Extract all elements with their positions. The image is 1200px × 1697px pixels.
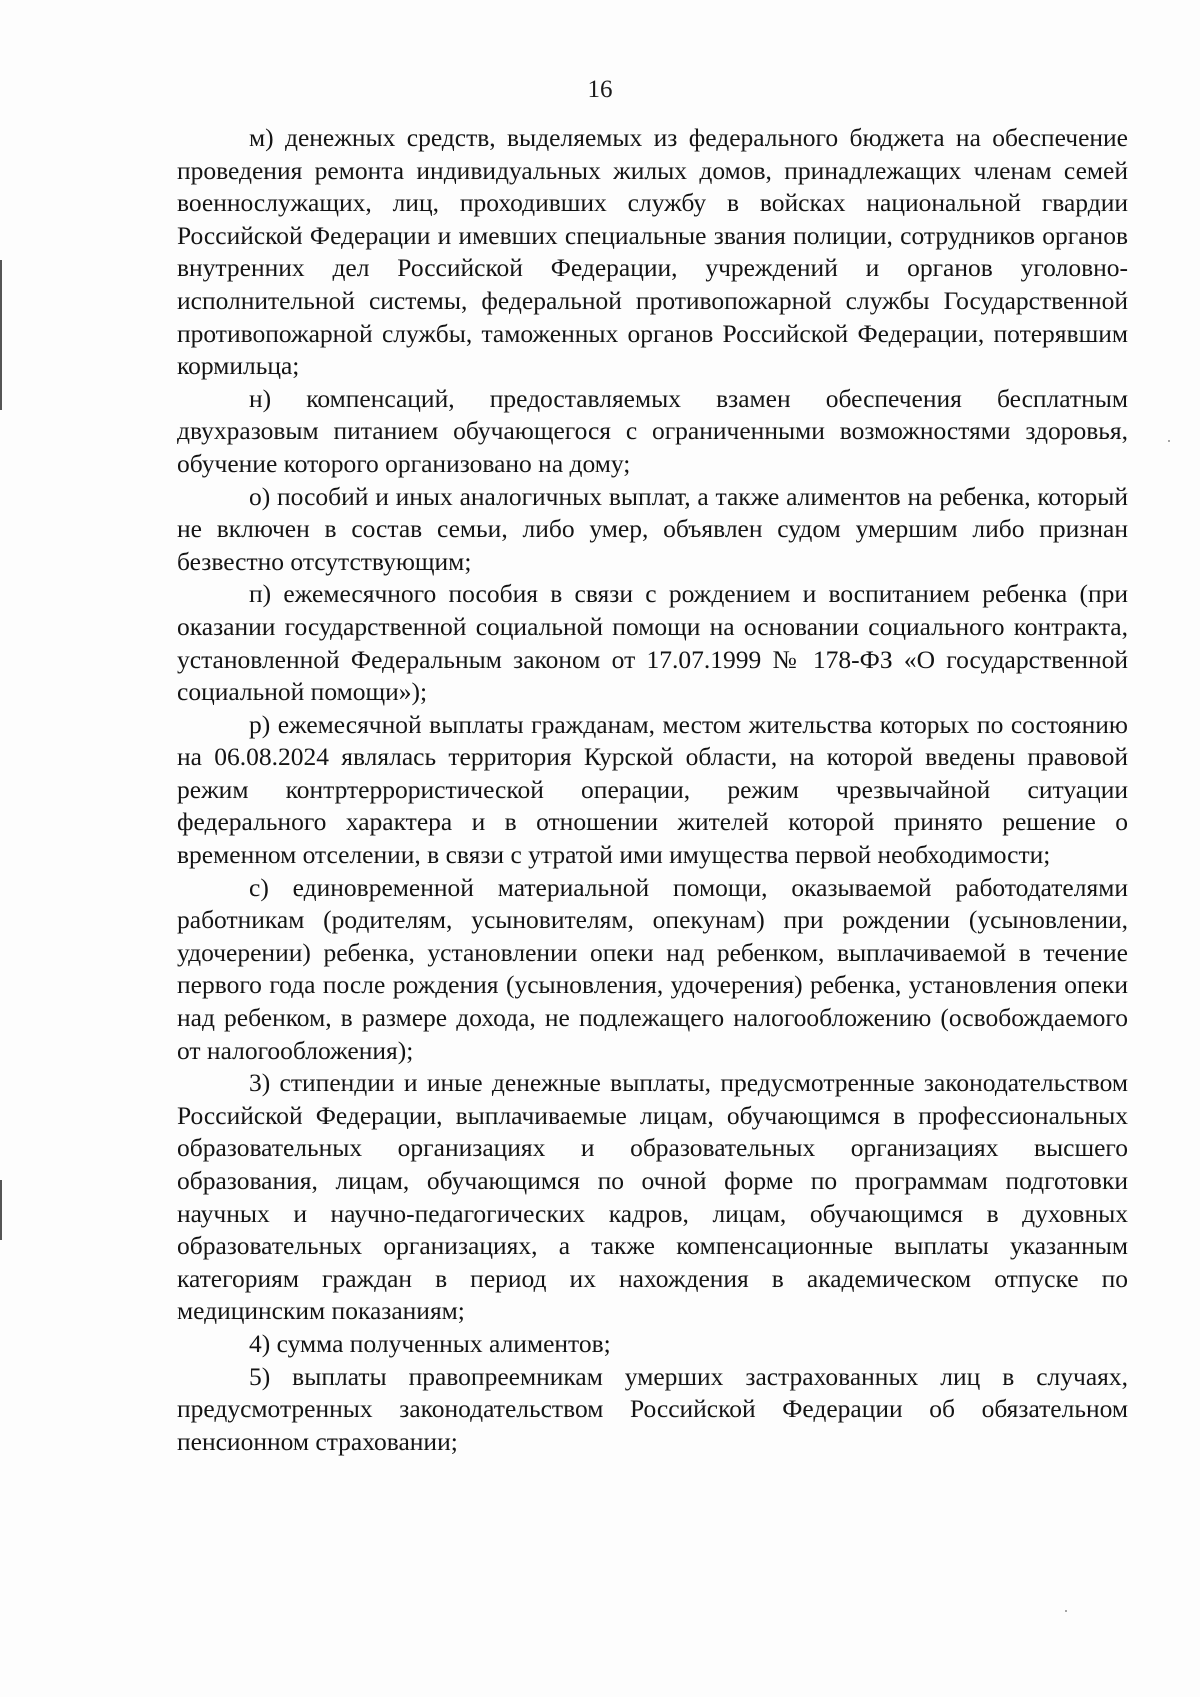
paragraph-o: о) пособий и иных аналогичных выплат, а также алиментов на ребенка, который не включен в состав семьи, либо умер, объявлен судом умершим либо признан безвестно отсутствующим; [177, 481, 1128, 576]
paragraph-r: р) ежемесячной выплаты гражданам, местом жительства которых по состоянию на 06.08.2024 являлась территория Курской области, на которой введены правовой режим контртеррористической операции, режим чрезвычайной ситуации федерального характера и в отношении жителей которой принято решение о временном отселении, в связи с утратой ими имущества первой необходимости; [177, 709, 1128, 870]
paragraph-p: п) ежемесячного пособия в связи с рождением и воспитанием ребенка (при оказании государственной социальной помощи на основании социального контракта, установленной Федеральным законом от 17.07.1999 № 178-ФЗ «О государственной социальной помощи»); [177, 579, 1128, 707]
paragraph-5: 5) выплаты правопреемникам умерших застрахованных лиц в случаях, предусмотренных законодательством Российской Федерации об обязательном пенсионном страховании; [177, 1361, 1128, 1456]
paragraph-4: 4) сумма полученных алиментов; [249, 1328, 611, 1358]
paragraph-3: 3) стипендии и иные денежные выплаты, предусмотренные законодательством Российской Федерации, выплачиваемые лицам, обучающимся в профессиональных образовательных организациях и образовательных организациях высшего образования, лицам, обучающимся по очной форме по программам подготовки научных и научно-педагогических кадров, лицам, обучающимся в духовных образовательных организациях, а также компенсационные выплаты указанным категориям граждан в период их нахождения в академическом отпуске по медицинским показаниям; [177, 1068, 1128, 1326]
paragraph-n: н) компенсаций, предоставляемых взамен обеспечения бесплатным двухразовым питанием обучающегося с ограниченными возможностями здоровья, обучение которого организовано на дому; [177, 383, 1128, 478]
scan-edge-mark [0, 1180, 2, 1240]
paragraph-s: с) единовременной материальной помощи, оказываемой работодателями работникам (родителям, усыновителям, опекунам) при рождении (усыновлении, удочерении) ребенка, установлении опеки над ребенком, выплачиваемой в течение первого года после рождения (усыновления, удочерения) ребенка, установления опеки над ребенком, в размере дохода, не подлежащего налогообложению (освобождаемого от налогообложения); [177, 872, 1128, 1065]
scan-speck [1065, 1610, 1067, 1612]
paragraph-m: м) денежных средств, выделяемых из федерального бюджета на обеспечение проведения ремонта индивидуальных жилых домов, принадлежащих членам семей военнослужащих, лиц, проходивших службу в войсках национальной гвардии Российской Федерации и имевших специальные звания полиции, сотрудников органов внутренних дел Российской Федерации, учреждений и органов уголовно-исполнительной системы, федеральной противопожарной службы Государственной противопожарной службы, таможенных органов Российской Федерации, потерявшим кормильца; [177, 123, 1128, 381]
scan-speck [1168, 440, 1170, 442]
page-number: 16 [587, 76, 613, 103]
scan-edge-mark [0, 260, 2, 410]
document-body [177, 122, 1128, 1458]
